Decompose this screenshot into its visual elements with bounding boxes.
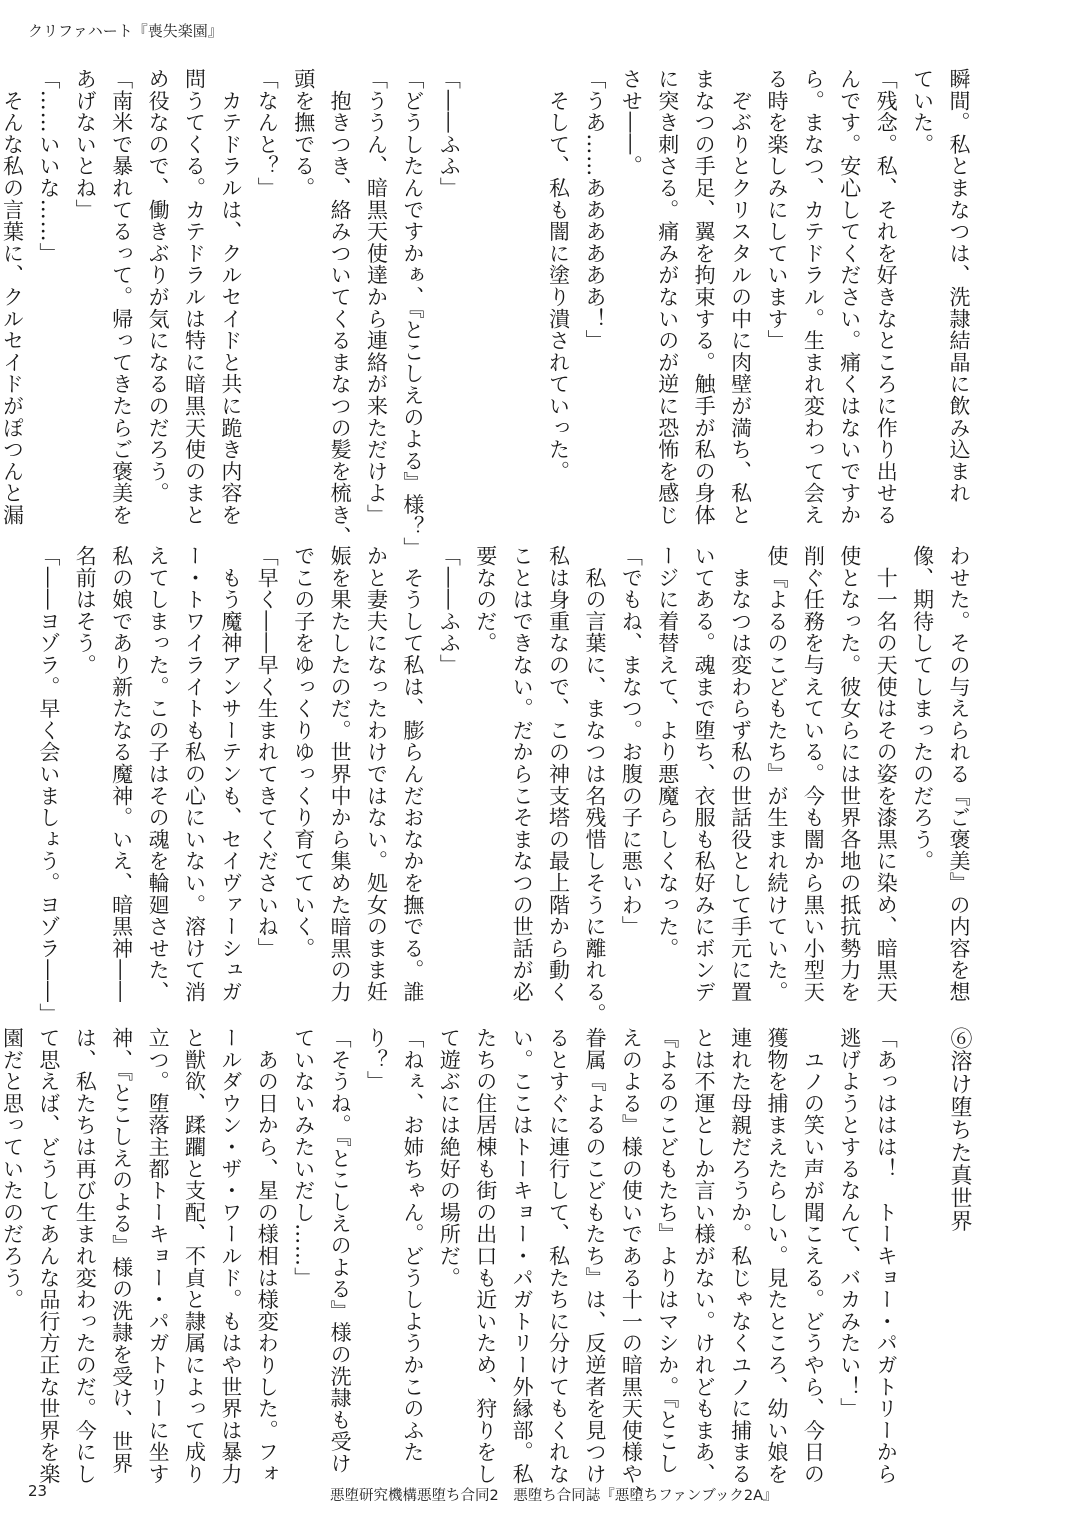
text-line: 「残念。私、それを好きなところに作り出せる	[874, 68, 899, 526]
text-line: 私の言葉に、まなつは名残惜しそうに離れる。	[582, 545, 607, 1025]
text-line: 「――ふふ」	[437, 545, 462, 676]
text-line	[467, 68, 503, 512]
text-line: まなつの手足、翼を拘束する。触手が私の身体	[692, 68, 717, 526]
text-line: て思えば、どうしてあんな品行方正な世界を楽	[36, 1027, 61, 1485]
text-line: は、私たちは再び生まれ変わったのだ。今にし	[73, 1027, 98, 1485]
text-line: とは不運としか言い様がない。けれどもまあ、	[692, 1027, 717, 1485]
text-line: いてある。魂まで堕ち、衣服も私好みにボンデ	[692, 545, 717, 1003]
text-line: 『よるのこどもたち』よりはマシか。『とこし	[655, 1027, 680, 1475]
text-line: 娠を果たしたのだ。世界中から集めた暗黒の力	[328, 545, 353, 1003]
text-line: る時を楽しみにしています」	[764, 68, 789, 352]
text-line: ールダウン・ザ・ワールド。もはや世界は暴力	[218, 1027, 243, 1485]
footer-book-title: 悪堕研究機構悪堕ち合同2 悪堕ち合同誌『悪堕ちファンブック2A』	[330, 1488, 778, 1504]
text-line: め役なので、働きぶりが気になるのだろう。	[146, 68, 171, 504]
text-line: 使『よるのこどもたち』が生まれ続けていた。	[764, 545, 789, 1003]
text-line: 「ううん、暗黒天使達から連絡が来ただけよ」	[364, 68, 389, 526]
text-line: ージに着替えて、より悪魔らしくなった。	[655, 545, 680, 960]
text-line: い。ここはトーキョー・パガトリー外縁部。私	[510, 1027, 535, 1485]
text-line: わせた。その与えられる『ご褒美』の内容を想	[947, 545, 971, 1003]
text-line: るとすぐに連行して、私たちに分けてもくれな	[546, 1027, 571, 1485]
text-line: させ――。	[619, 68, 644, 177]
text-line: 連れた母親だろうか。私じゃなくユノに捕まる	[728, 1027, 753, 1485]
text-line: ユノの笑い声が聞こえる。どうやら、今日の	[801, 1027, 826, 1485]
text-line: ー・トワイライトも私の心にいない。溶けて消	[182, 545, 207, 1003]
text-line: 「どうしたんですかぁ、『とこしえのよる』様？」	[400, 68, 425, 559]
text-line: 「――ヨゾラ。早く会いましょう。ヨゾラ――」	[36, 545, 61, 1025]
text-line: 名前はそう。	[73, 545, 98, 676]
text-line: 問うてくる。カテドラルは特に暗黒天使のまと	[182, 68, 207, 526]
text-line: と獣欲、蹂躙と支配、不貞と隷属によって成り	[182, 1027, 207, 1485]
text-line: 使となった。彼女らには世界各地の抵抗勢力を	[837, 545, 862, 1003]
text-line: カテドラルは、クルセイドと共に跪き内容を	[218, 68, 243, 526]
text-line: 獲物を捕まえたらしい。見たところ、幼い娘を	[764, 1027, 789, 1485]
text-line: 瞬間。私とまなつは、洗隷結晶に飲み込まれ	[947, 68, 971, 504]
text-line: そして、私も闇に塗り潰されていった。	[546, 68, 571, 483]
text-line: 眷属『よるのこどもたち』は、反逆者を見つけ	[582, 1027, 607, 1485]
text-line	[504, 68, 540, 512]
text-line: 「なんと？」	[255, 68, 280, 199]
text-line: ことはできない。だからこそまなつの世話が必	[510, 545, 535, 1003]
text-tier-top	[0, 68, 977, 559]
text-line: えてしまった。この子はその魂を輪廻させた、	[146, 545, 171, 1003]
text-line: でこの子をゆっくりゆっくり育てていく。	[291, 545, 316, 960]
text-line: 要なのだ。	[473, 545, 498, 654]
text-line	[904, 1027, 940, 1477]
text-line: そんな私の言葉に、クルセイドがぽつんと漏	[0, 68, 25, 526]
text-line: 「……いいな……」	[36, 68, 61, 265]
page-number: 23	[28, 1482, 48, 1500]
text-line: ら。まなつ、カテドラル。生まれ変わって会え	[801, 68, 826, 526]
text-tier-middle	[36, 545, 977, 1025]
text-line: ぞぶりとクリスタルの中に肉壁が満ち、私と	[728, 68, 753, 526]
text-line: 「うあ……ああああああ！」	[582, 68, 607, 352]
text-line: 「そうね。『とこしえのよる』様の洗隷も受け	[328, 1027, 353, 1475]
text-line: 私は身重なので、この神支塔の最上階から動く	[546, 545, 571, 1003]
section-heading: ⑥溶け堕ちた真世界	[947, 1027, 972, 1233]
text-line: 抱きつき、絡みついてくるまなつの髪を梳き、	[328, 68, 353, 548]
text-line: 「南米で暴れてるって。帰ってきたらご褒美を	[109, 68, 134, 526]
text-line: に突き刺さる。痛みがないのが逆に恐怖を感じ	[655, 68, 680, 526]
text-line: まなつは変わらず私の世話役として手元に置	[728, 545, 753, 1003]
text-line: あげないとね」	[73, 68, 98, 221]
text-line: もう魔神アンサーテンも、セイヴァーシュガ	[218, 545, 243, 1003]
text-line: あの日から、星の様相は様変わりした。フォ	[255, 1027, 280, 1485]
text-line: り？」	[364, 1027, 389, 1093]
text-line: 私の娘であり新たなる魔神。いえ、暗黒神――	[109, 545, 134, 1003]
text-line: 削ぐ任務を与えている。今も闇から黒い小型天	[801, 545, 826, 1003]
text-line: んです。安心してください。痛くはないですか	[837, 68, 862, 526]
text-line: かと妻夫になったわけではない。処女のまま妊	[364, 545, 389, 1003]
running-header: クリファハート『喪失楽園』	[28, 22, 223, 40]
text-line: 園だと思っていたのだろう。	[0, 1027, 25, 1311]
text-line: 「早く――早く生まれてきてくださいね」	[255, 545, 280, 960]
text-line: 頭を撫でる。	[291, 68, 316, 199]
text-line: 「でもね、まなつ。お腹の子に悪いわ」	[619, 545, 644, 938]
text-line: そうして私は、膨らんだおなかを撫でる。誰	[400, 545, 425, 1003]
text-line: 逃げようとするなんて、バカみたい！」	[837, 1027, 862, 1420]
text-line: ていないみたいだし……」	[291, 1027, 316, 1289]
text-line: たちの住居棟も街の出口も近いため、狩りをし	[473, 1027, 498, 1485]
text-line: 神、『とこしえのよる』様の洗隷を受け、世界	[109, 1027, 134, 1475]
text-line: て遊ぶには絶好の場所だ。	[437, 1027, 462, 1289]
text-line: えのよる』様の使いである十一の暗黒天使様や、	[619, 1027, 644, 1507]
text-line: 像、期待してしまったのだろう。	[910, 545, 935, 872]
text-line: 十一名の天使はその姿を漆黒に染め、暗黒天	[874, 545, 899, 1003]
text-line: 「あっははは！ トーキョー・パガトリーから	[874, 1027, 899, 1485]
text-line: 立つ。堕落主都トーキョー・パガトリーに坐す	[146, 1027, 171, 1485]
text-line: 「ねぇ、お姉ちゃん。どうしようかこのふた	[400, 1027, 425, 1463]
text-line: 「――ふふ」	[437, 68, 462, 199]
text-line: ていた。	[910, 68, 935, 156]
